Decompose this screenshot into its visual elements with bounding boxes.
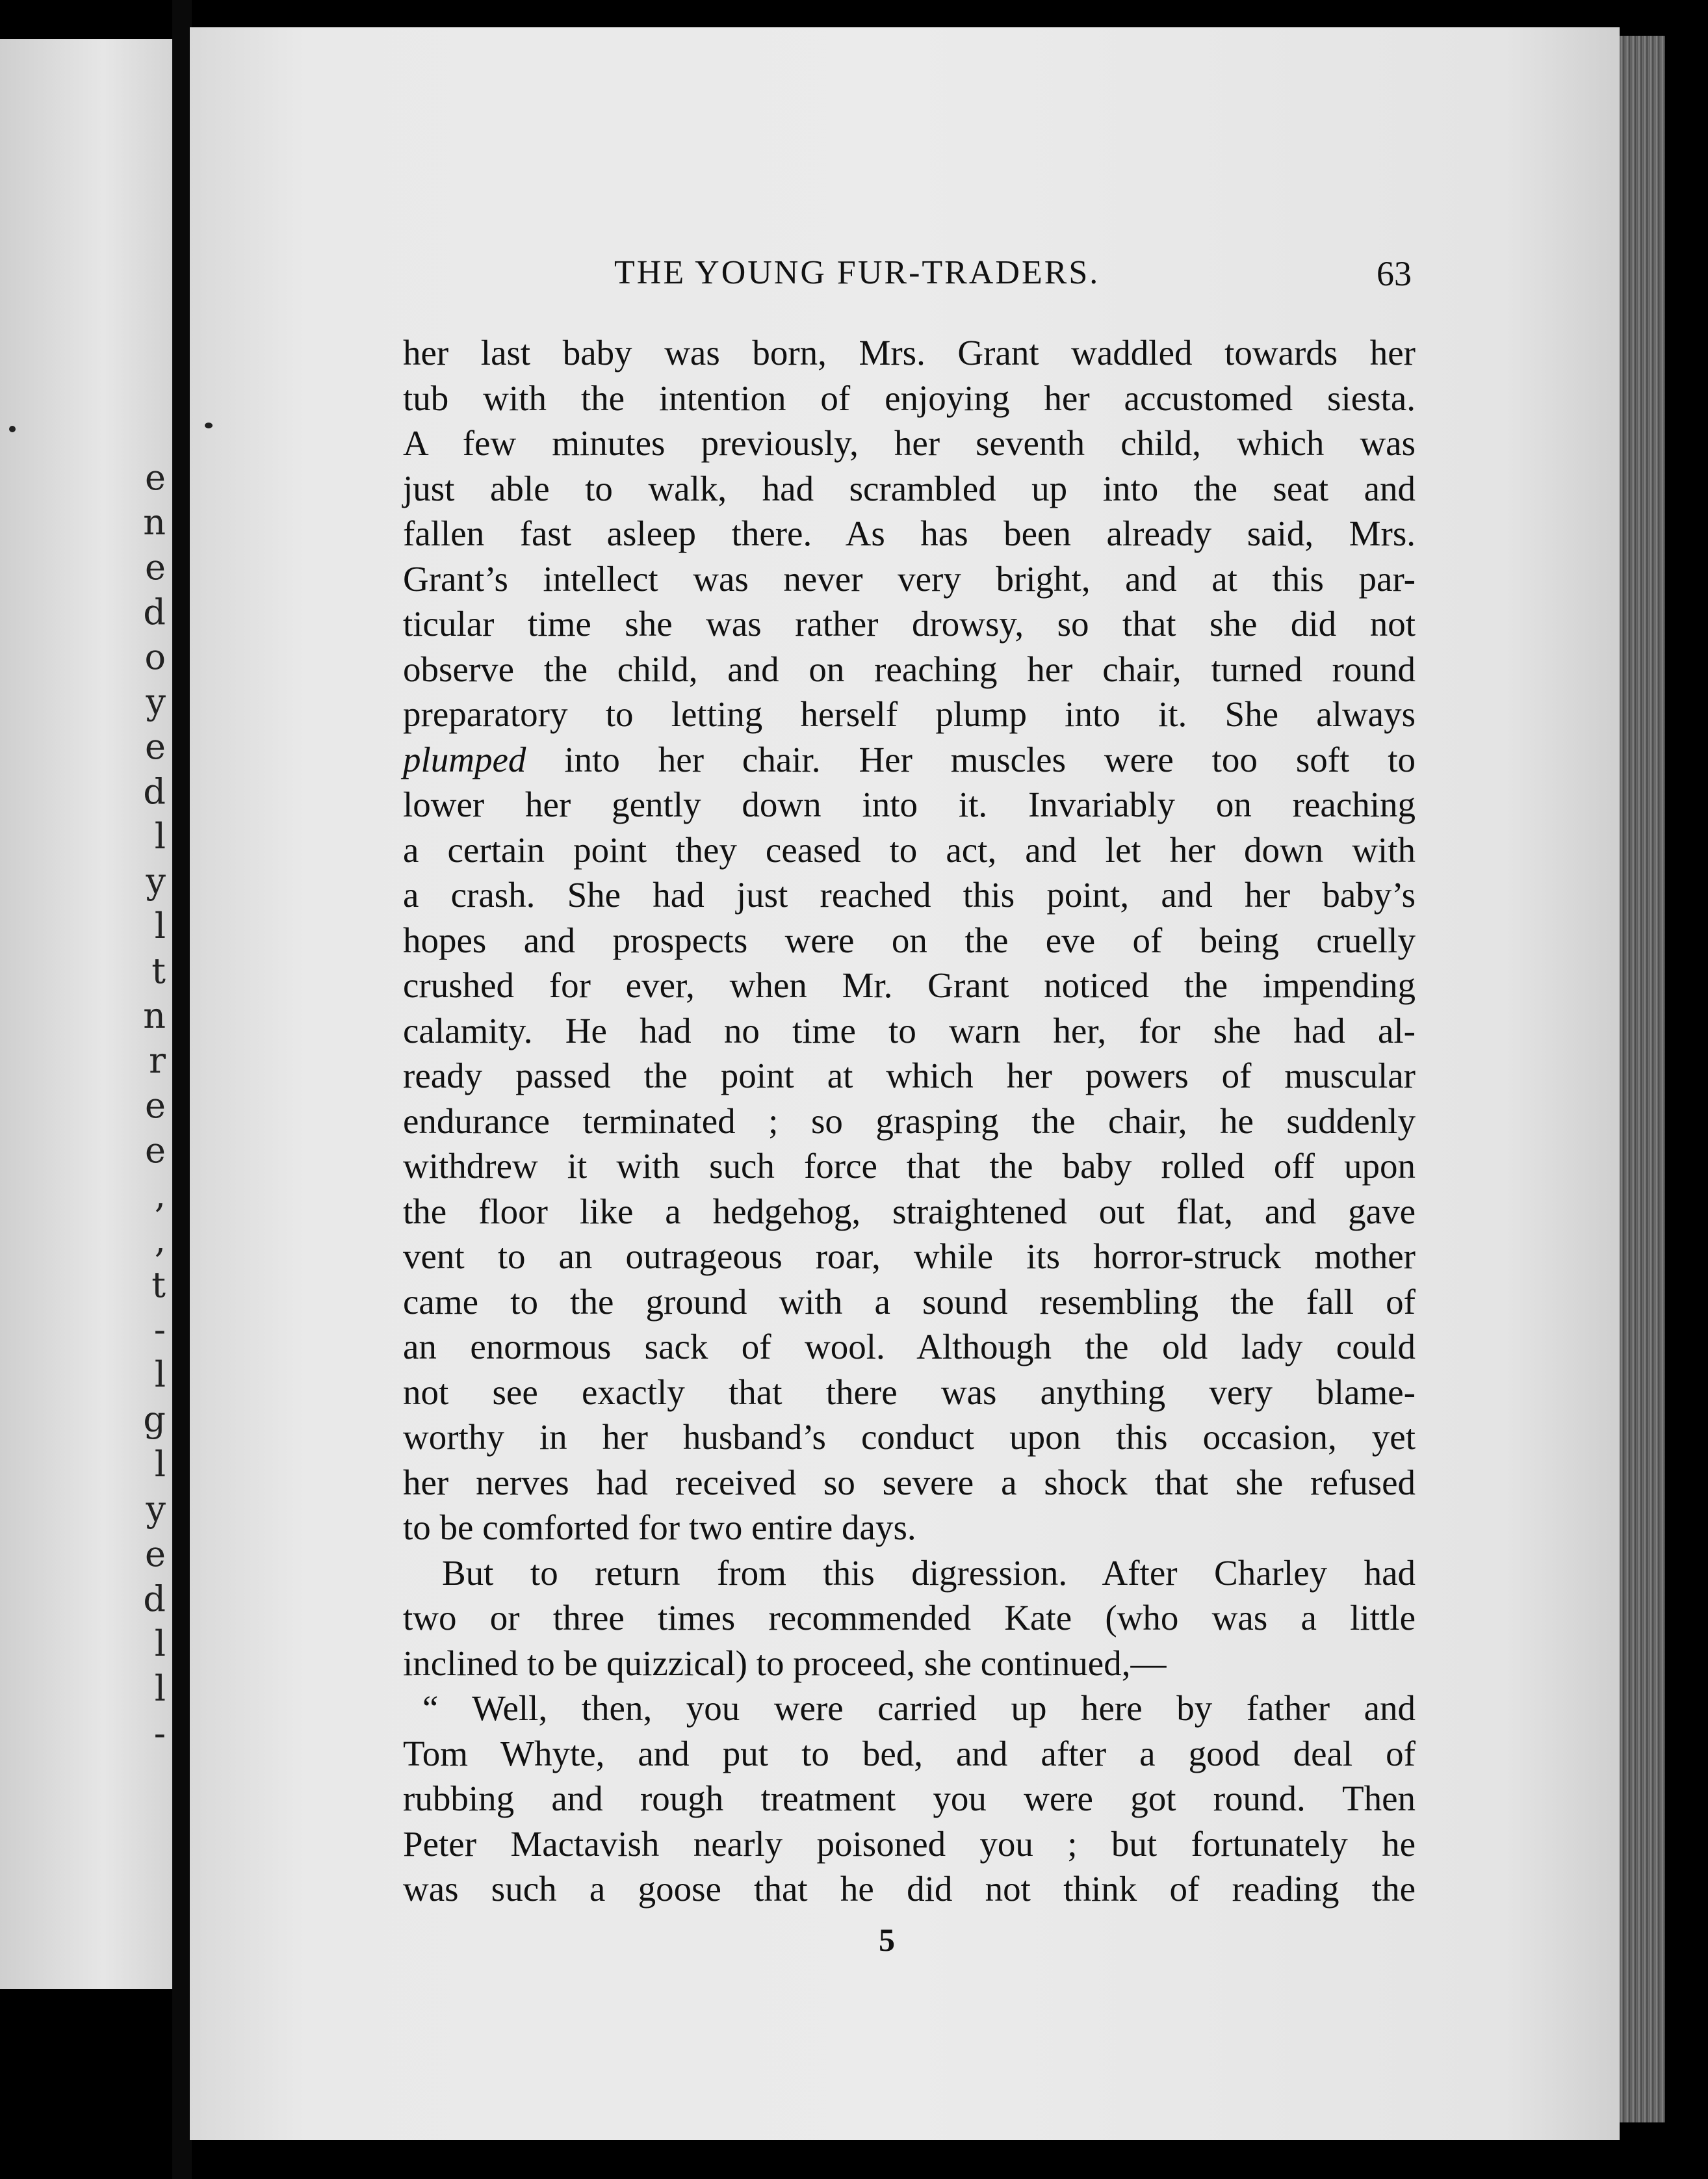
text-line: came to the ground with a sound resembling the fall of xyxy=(403,1281,1416,1322)
text-line: Grant’s intellect was never very bright, and at this par- xyxy=(403,558,1416,599)
text-line: observe the child, and on reaching her chair, turned round xyxy=(403,649,1416,689)
text-line: lower her gently down into it. Invariably on reaching xyxy=(403,785,1416,824)
text-line: ticular time she was rather drowsy, so that she did not xyxy=(403,604,1416,644)
text-line: withdrew it with such force that the baby rolled off upon xyxy=(403,1146,1416,1186)
text-line: crushed for ever, when Mr. Grant noticed the impending xyxy=(403,965,1416,1005)
text-line: tub with the intention of enjoying her accustomed siesta. xyxy=(403,378,1416,418)
text-line: “ Well, then, you were carried up here by father and xyxy=(422,1688,1416,1728)
text-line: fallen fast asleep there. As has been already said, Mrs. xyxy=(403,514,1416,553)
text-line: inclined to be quizzical) to proceed, she continued,— xyxy=(403,1643,1167,1683)
text-line: calamity. He had no time to warn her, for she had al- xyxy=(403,1010,1416,1050)
text-line: rubbing and rough treatment you were got round. Then xyxy=(403,1779,1416,1818)
text-line: hopes and prospects were on the eve of being cruelly xyxy=(403,920,1416,960)
text-line: to be comforted for two entire days. xyxy=(403,1507,916,1547)
text-line: her nerves had received so severe a shock that she refused xyxy=(403,1462,1416,1502)
text-line: worthy in her husband’s conduct upon this occasion, yet xyxy=(403,1417,1416,1457)
text-line: preparatory to letting herself plump into it. She always xyxy=(403,694,1416,734)
text-line: Peter Mactavish nearly poisoned you ; but fortunately he xyxy=(403,1823,1416,1864)
page-number: 63 xyxy=(1377,254,1412,293)
text-line: the floor like a hedgehog, straightened out flat, and gave xyxy=(403,1191,1416,1231)
text-line: Tom Whyte, and put to bed, and after a good deal of xyxy=(403,1733,1416,1773)
italic-word: plumped xyxy=(403,739,526,779)
facing-page-edge xyxy=(0,39,172,1989)
scan-speck xyxy=(205,423,213,428)
text-line: not see exactly that there was anything very blame- xyxy=(403,1372,1416,1412)
signature-mark: 5 xyxy=(879,1922,895,1958)
book-gutter xyxy=(172,0,192,2179)
text-line: ready passed the point at which her powers of muscular xyxy=(403,1056,1416,1095)
text-line: A few minutes previously, her seventh child, which was xyxy=(403,423,1416,463)
text-line: two or three times recommended Kate (who was a little xyxy=(403,1598,1416,1638)
text-line xyxy=(403,737,1416,783)
text-line: a certain point they ceased to act, and let her down with xyxy=(403,829,1416,870)
scan-speck xyxy=(9,426,16,432)
text-line: vent to an outrageous roar, while its horror-struck mother xyxy=(403,1236,1416,1276)
body-text xyxy=(403,330,1416,1912)
text-line: a crash. She had just reached this point, and her baby’s xyxy=(403,875,1416,915)
text-line: was such a goose that he did not think of reading the xyxy=(403,1869,1416,1909)
facing-page-fragments: e n e d o y e d l y l t n r e e , , t - l g l y e d l l - xyxy=(143,457,166,1754)
text-line-rest: into her chair. Her muscles were too soft to xyxy=(526,739,1416,779)
text-line: endurance terminated ; so grasping the chair, he suddenly xyxy=(403,1101,1416,1141)
running-head: THE YOUNG FUR-TRADERS. xyxy=(614,254,1100,291)
text-line: her last baby was born, Mrs. Grant waddled towards her xyxy=(403,333,1416,372)
text-line: just able to walk, had scrambled up into the seat and xyxy=(403,468,1416,508)
page-fore-edge xyxy=(1620,36,1665,2122)
text-line: an enormous sack of wool. Although the old lady could xyxy=(403,1327,1416,1366)
text-line: But to return from this digression. After Charley had xyxy=(442,1552,1416,1593)
